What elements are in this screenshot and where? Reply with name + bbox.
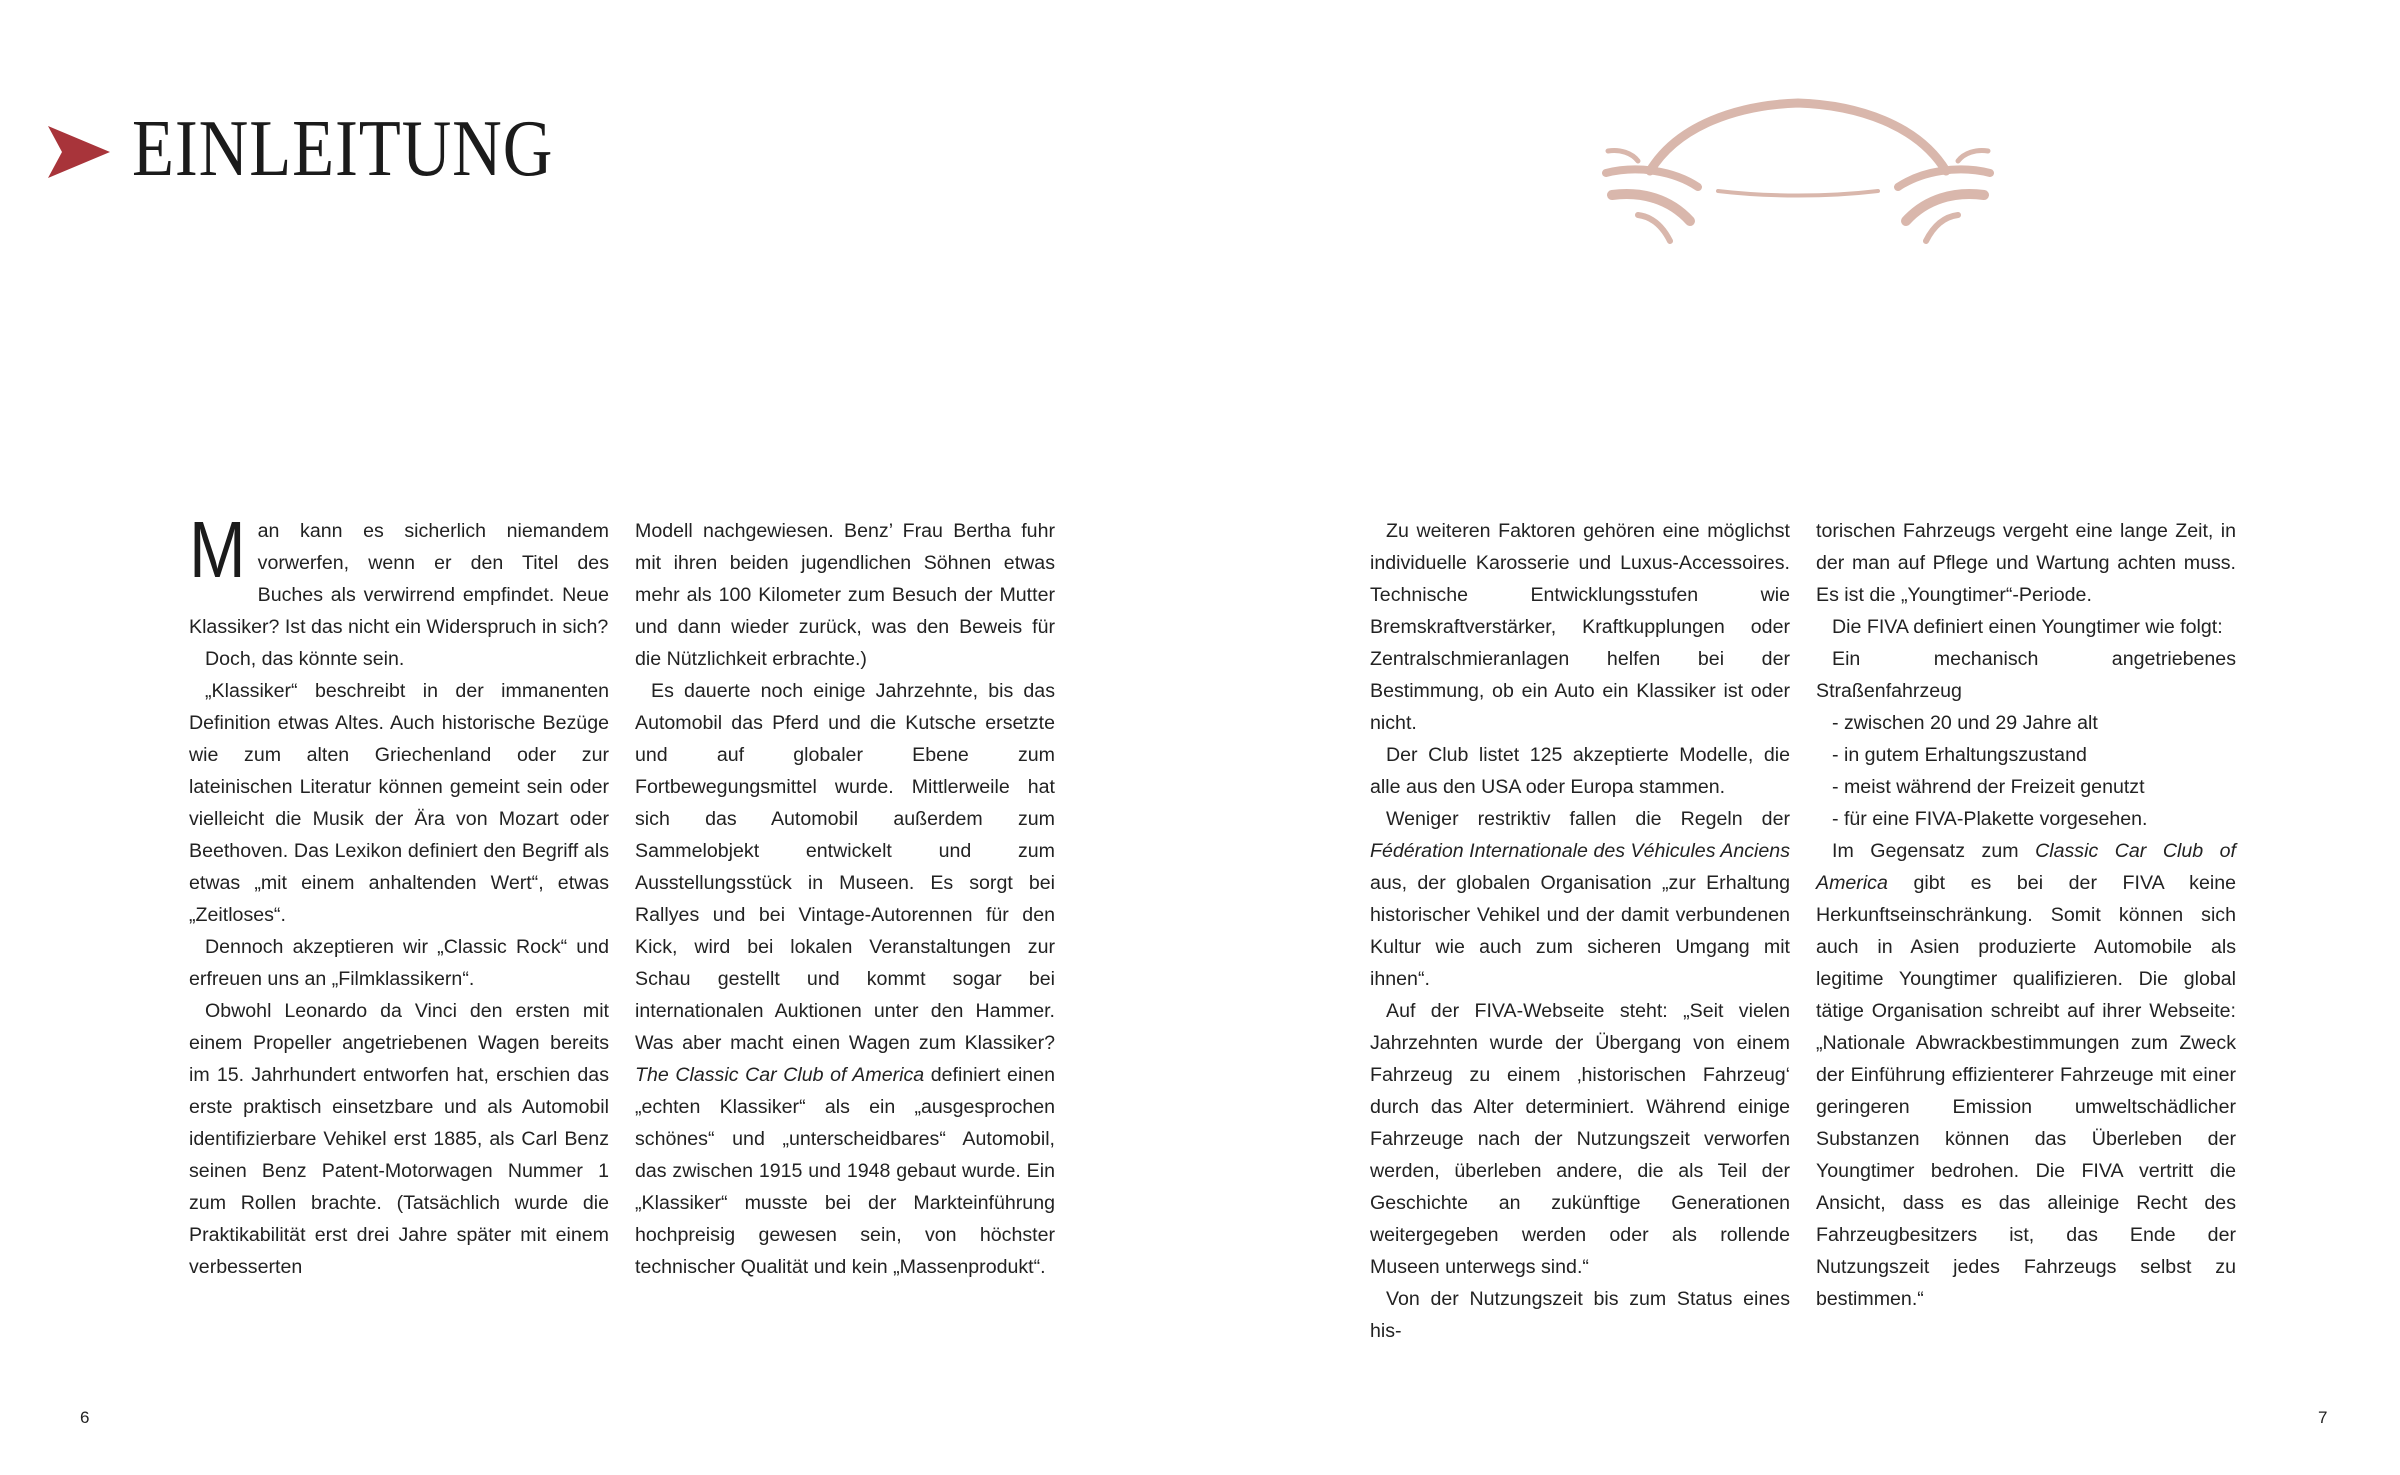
list-item: - meist während der Freizeit genutzt <box>1832 776 2145 798</box>
paragraph: Im Gegensatz zum Classic Car Club of America gibt es bei der FIVA keine Herkunftseinschränkung. Somit können sich auch in Asien produzierte Automobile als legitime Youngtimer qualifizieren. Die global tätige Organisation schreibt auf ihrer Webseite: „Nationale Abwrackbestimmungen zum Zweck der Einführung effizienterer Fahrzeuge mit einer geringeren Emission umweltschädlicher Substanzen können das Überleben der Youngtimer bedrohen. Die FIVA vertritt die Ansicht, dass es das alleinige Recht des Fahrzeugbesitzers ist, das Ende der Nutzungszeit jedes Fahrzeugs selbst zu bestimmen.“ <box>1816 840 2236 1310</box>
text-column-4 <box>1816 515 2236 1315</box>
italic-name: The Classic Car Club of America <box>635 1064 925 1086</box>
paragraph: Doch, das könnte sein. <box>205 648 405 670</box>
car-silhouette-icon <box>1598 95 1998 245</box>
chapter-title: EINLEITUNG <box>132 104 554 193</box>
paragraph: Zu weiteren Faktoren gehören eine möglichst individuelle Karosserie und Luxus-Accessoires. Technische Entwicklungsstufen wie Bremskraftverstärker, Kraftkupplungen oder Zentralschmieranlagen helfen bei der Bestimmung, ob ein Auto ein Klassiker ist oder nicht. <box>1370 520 1790 734</box>
paragraph: Der Club listet 125 akzeptierte Modelle, die alle aus den USA oder Europa stammen. <box>1370 744 1790 798</box>
paragraph: Die FIVA definiert einen Youngtimer wie folgt: <box>1832 616 2223 638</box>
list-item: - für eine FIVA-Plakette vorgesehen. <box>1832 808 2148 830</box>
page-number-right: 7 <box>2318 1408 2328 1427</box>
paragraph: Es dauerte noch einige Jahrzehnte, bis das Automobil das Pferd und die Kutsche ersetzte und auf globaler Ebene zum Fortbewegungsmittel wurde. Mittlerweile hat sich das Automobil außerdem zum Sammelobjekt entwickelt und zum Ausstellungsstück in Museen. Es sorgt bei Rallyes und bei Vintage-Autorennen für den Kick, wird bei lokalen Veranstaltungen zur Schau gestellt und kommt sogar bei internationalen Auktionen unter den Hammer. Was aber macht einen Wagen zum Klassiker? The Classic Car Club of America definiert einen „echten Klassiker“ als ein „ausgesprochen schönes“ und „unterscheidbares“ Automobil, das zwischen 1915 und 1948 gebaut wurde. Ein „Klassiker“ musste bei der Markteinführung hochpreisig gewesen sein, von höchster technischer Qualität und kein „Massenprodukt“. <box>635 680 1055 1278</box>
paragraph: Auf der FIVA-Webseite steht: „Seit vielen Jahrzehnten wurde der Übergang von einem Fahrzeug zu einem ‚historischen Fahrzeug‘ durch das Alter determiniert. Während einige Fahrzeuge nach der Nutzungszeit verworfen werden, überleben andere, die als Teil der Geschichte an zukünftige Generationen weitergegeben werden oder als rollende Museen unterwegs sind.“ <box>1370 1000 1790 1278</box>
paragraph: Dennoch akzeptieren wir „Classic Rock“ und erfreuen uns an „Filmklassikern“. <box>189 936 609 990</box>
paragraph: torischen Fahrzeugs vergeht eine lange Zeit, in der man auf Pflege und Wartung achten muss. Es ist die „Youngtimer“-Periode. <box>1816 520 2236 606</box>
text-column-1 <box>189 505 609 1283</box>
text-column-2 <box>635 515 1055 1283</box>
paragraph: „Klassiker“ beschreibt in der immanenten Definition etwas Altes. Auch historische Bezüge wie zum alten Griechenland oder zur lateinischen Literatur können gemeint sein oder vielleicht die Musik der Ära von Mozart oder Beethoven. Das Lexikon definiert den Begriff als etwas „mit einem anhaltenden Wert“, etwas „Zeitloses“. <box>189 680 609 926</box>
paragraph: Weniger restriktiv fallen die Regeln der Fédération Internationale des Véhicules Anciens aus, der globalen Organisation „zur Erhaltung historischer Vehikel und der damit verbundenen Kultur wie auch zum sicheren Umgang mit ihnen“. <box>1370 808 1790 990</box>
paragraph: Ein mechanisch angetriebenes Straßenfahrzeug <box>1816 648 2236 702</box>
intro-paragraph: Man kann es sicherlich niemandem vorwerfen, wenn er den Titel des Buches als verwirrend empfindet. Neue Klassiker? Ist das nicht ein Widerspruch in sich? <box>189 505 609 638</box>
arrow-marker-icon <box>48 126 110 178</box>
paragraph: Obwohl Leonardo da Vinci den ersten mit einem Propeller angetriebenen Wagen bereits im 15. Jahrhundert entworfen hat, erschien das erste praktisch einsetzbare und als Automobil identifizierbare Vehikel erst 1885, als Carl Benz seinen Benz Patent-Motorwagen Nummer 1 zum Rollen brachte. (Tatsächlich wurde die Praktikabilität erst drei Jahre später mit einem verbesserten <box>189 1000 609 1278</box>
paragraph: Von der Nutzungszeit bis zum Status eines his- <box>1370 1288 1790 1342</box>
italic-name: Fédération Internationale des Véhicules Anciens <box>1370 840 1790 862</box>
chapter-heading <box>48 104 622 194</box>
text-column-3 <box>1370 515 1790 1347</box>
list-item: - zwischen 20 und 29 Jahre alt <box>1832 712 2098 734</box>
page-number-left: 6 <box>80 1408 90 1427</box>
paragraph: Modell nachgewiesen. Benz’ Frau Bertha fuhr mit ihren beiden jugendlichen Söhnen etwas mehr als 100 Kilometer zum Besuch der Mutter und dann wieder zurück, was den Beweis für die Nützlichkeit erbrachte.) <box>635 520 1055 670</box>
drop-cap: M <box>189 505 246 594</box>
list-item: - in gutem Erhaltungszustand <box>1832 744 2087 766</box>
italic-name: Classic Car Club of America <box>1816 840 2236 894</box>
